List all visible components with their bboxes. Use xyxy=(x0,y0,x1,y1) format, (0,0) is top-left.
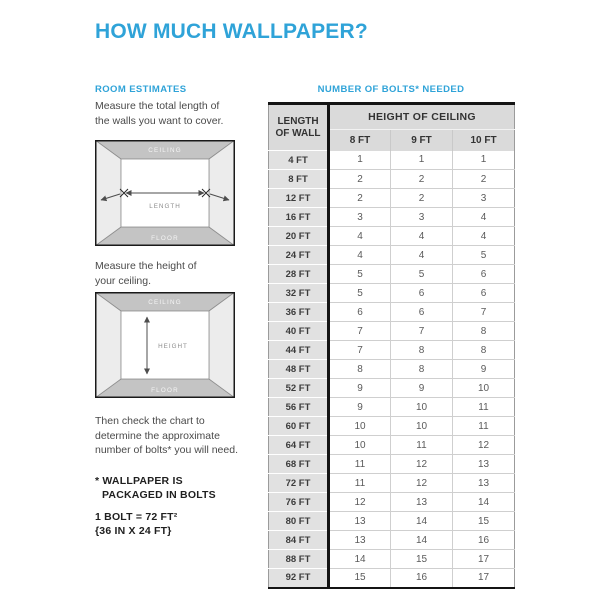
bolt-count-cell: 10 xyxy=(391,417,453,436)
wall-length-cell: 4 FT xyxy=(269,151,329,170)
table-row xyxy=(269,569,515,588)
bolt-count-cell: 12 xyxy=(453,436,515,455)
bolt-count-cell: 2 xyxy=(453,170,515,189)
bolt-count-cell: 13 xyxy=(391,493,453,512)
step-measure-length-line2: the walls you want to cover. xyxy=(95,114,224,127)
column-header-10ft: 10 FT xyxy=(453,130,515,151)
wall-length-cell: 44 FT xyxy=(269,341,329,360)
floor-label: FLOOR xyxy=(151,235,179,242)
column-header-9ft: 9 FT xyxy=(391,130,453,151)
bolt-count-cell: 14 xyxy=(329,550,391,569)
wall-length-cell: 8 FT xyxy=(269,170,329,189)
bolt-count-cell: 3 xyxy=(453,189,515,208)
bolt-count-cell: 6 xyxy=(391,284,453,303)
wall-length-header-line2: OF WALL xyxy=(275,127,321,139)
bolt-count-cell: 17 xyxy=(477,572,490,584)
table-row xyxy=(269,398,515,417)
bolt-count-cell: 2 xyxy=(329,170,391,189)
wall-length-cell: 48 FT xyxy=(269,360,329,379)
bolt-count-cell: 8 xyxy=(453,322,515,341)
packaging-footnote-line1: * WALLPAPER IS xyxy=(95,475,183,487)
bolt-count-cell: 16 xyxy=(453,531,515,550)
bolt-count-cell: 9 xyxy=(453,360,515,379)
bolt-count-cell: 3 xyxy=(391,208,453,227)
table-row xyxy=(269,189,515,208)
table-row xyxy=(269,493,515,512)
table-row xyxy=(269,170,515,189)
bolt-count-cell: 4 xyxy=(453,208,515,227)
wall-length-cell: 92 FT xyxy=(269,569,329,588)
packaging-footnote-line2: PACKAGED IN BOLTS xyxy=(102,489,216,501)
bolt-count-cell: 10 xyxy=(329,436,391,455)
bolt-count-cell: 9 xyxy=(391,379,453,398)
bolt-count-cell: 3 xyxy=(329,208,391,227)
bolt-count-cell: 1 xyxy=(453,151,515,170)
table-row xyxy=(269,474,515,493)
right-wall xyxy=(209,140,235,246)
bolt-count-cell: 1 xyxy=(329,151,391,170)
bolt-count-cell: 5 xyxy=(329,265,391,284)
bolt-count-cell: 16 xyxy=(391,569,453,588)
room-height-diagram xyxy=(95,292,235,398)
bolt-count-cell: 2 xyxy=(391,189,453,208)
bolt-count-cell: 6 xyxy=(453,284,515,303)
bolt-count-cell: 6 xyxy=(453,265,515,284)
bolt-count-cell: 4 xyxy=(391,246,453,265)
bolt-count-cell: 5 xyxy=(453,246,515,265)
bolts-table xyxy=(268,102,515,589)
bolt-count-cell: 4 xyxy=(391,227,453,246)
bolt-count-cell: 8 xyxy=(453,341,515,360)
bolt-count-cell: 9 xyxy=(329,379,391,398)
table-row xyxy=(269,151,515,170)
table-row xyxy=(269,227,515,246)
bolts-needed-heading: NUMBER OF BOLTS* NEEDED xyxy=(317,84,465,95)
right-wall xyxy=(209,292,235,398)
wall-length-cell: 72 FT xyxy=(269,474,329,493)
bolt-count-cell: 8 xyxy=(329,360,391,379)
step-measure-height-line2: your ceiling. xyxy=(95,274,152,287)
step-measure-height xyxy=(95,259,197,288)
wall-length-header-line1: LENGTH xyxy=(277,116,319,127)
bolts-needed-table xyxy=(268,102,515,589)
step-measure-height-line1: Measure the height of xyxy=(95,260,197,272)
bolt-count-cell: 10 xyxy=(329,417,391,436)
wall-length-cell: 88 FT xyxy=(269,550,329,569)
table-row xyxy=(269,284,515,303)
page-title: HOW MUCH WALLPAPER? xyxy=(95,20,368,43)
step-check-chart-line2: determine the approximate xyxy=(95,429,220,442)
ceiling-label: CEILING xyxy=(148,299,182,306)
table-row xyxy=(269,455,515,474)
bolt-size-note xyxy=(95,510,177,538)
bolt-count-cell: 2 xyxy=(329,189,391,208)
bolt-count-cell: 11 xyxy=(329,455,391,474)
step-check-chart-line1: Then check the chart to xyxy=(95,415,205,427)
bolt-count-cell: 11 xyxy=(453,417,515,436)
wall-length-cell: 84 FT xyxy=(269,531,329,550)
wall-length-header xyxy=(269,104,329,151)
table-row xyxy=(269,436,515,455)
bolt-count-cell: 12 xyxy=(329,493,391,512)
length-label: LENGTH xyxy=(149,203,181,210)
ceiling-height-header: HEIGHT OF CEILING xyxy=(329,104,515,130)
bolt-count-cell: 10 xyxy=(453,379,515,398)
column-header-8ft: 8 FT xyxy=(329,130,391,151)
bolt-count-cell: 7 xyxy=(329,322,391,341)
bolts-table-body xyxy=(269,151,515,588)
wall-length-cell: 12 FT xyxy=(269,189,329,208)
wall-length-cell: 40 FT xyxy=(269,322,329,341)
bolt-count-cell: 7 xyxy=(391,322,453,341)
bolt-count-cell: 6 xyxy=(391,303,453,322)
bolt-count-cell: 11 xyxy=(453,398,515,417)
table-row xyxy=(269,550,515,569)
bolt-count-cell: 17 xyxy=(453,550,515,569)
step-measure-length xyxy=(95,99,223,128)
bolt-count-cell: 10 xyxy=(391,398,453,417)
ceiling-label: CEILING xyxy=(148,147,182,154)
table-header-row-1 xyxy=(269,104,515,130)
bolt-count-cell: 13 xyxy=(329,531,391,550)
bolt-count-cell: 15 xyxy=(329,569,391,588)
left-wall xyxy=(95,292,121,398)
bolt-size-line1: 1 BOLT = 72 FT² xyxy=(95,511,178,523)
wall-length-cell: 24 FT xyxy=(269,246,329,265)
bolt-count-cell: 13 xyxy=(453,455,515,474)
bolt-count-cell: 14 xyxy=(391,512,453,531)
bolt-count-cell: 14 xyxy=(453,493,515,512)
packaging-footnote xyxy=(95,474,216,502)
wall-length-cell: 20 FT xyxy=(269,227,329,246)
step-check-chart xyxy=(95,414,238,458)
wall-length-cell: 56 FT xyxy=(269,398,329,417)
table-row xyxy=(269,341,515,360)
bolt-count-cell: 4 xyxy=(329,227,391,246)
bolt-count-cell: 12 xyxy=(391,474,453,493)
table-row xyxy=(269,208,515,227)
left-wall xyxy=(95,140,121,246)
wall-length-cell: 76 FT xyxy=(269,493,329,512)
bolt-count-cell: 11 xyxy=(329,474,391,493)
wall-length-cell: 16 FT xyxy=(269,208,329,227)
wall-length-cell: 36 FT xyxy=(269,303,329,322)
table-row xyxy=(269,379,515,398)
bolt-count-cell: 13 xyxy=(329,512,391,531)
bolt-count-cell: 5 xyxy=(391,265,453,284)
bolt-count-cell: 9 xyxy=(329,398,391,417)
floor-label: FLOOR xyxy=(151,387,179,394)
table-row xyxy=(269,531,515,550)
bolt-count-cell: 1 xyxy=(391,151,453,170)
wall-length-cell: 28 FT xyxy=(269,265,329,284)
wall-length-cell: 80 FT xyxy=(269,512,329,531)
table-row xyxy=(269,417,515,436)
bolt-count-cell: 15 xyxy=(391,550,453,569)
wall-length-cell: 64 FT xyxy=(269,436,329,455)
bolt-count-cell: 5 xyxy=(329,284,391,303)
bolt-count-cell: 8 xyxy=(391,341,453,360)
wall-length-cell: 60 FT xyxy=(269,417,329,436)
bolt-count-cell: 7 xyxy=(329,341,391,360)
wall-length-cell: 52 FT xyxy=(269,379,329,398)
wall-length-cell: 32 FT xyxy=(269,284,329,303)
bolt-count-cell: 4 xyxy=(329,246,391,265)
bolt-count-cell: 11 xyxy=(391,436,453,455)
table-row xyxy=(269,265,515,284)
bolt-count-cell: 12 xyxy=(391,455,453,474)
bolt-count-cell: 2 xyxy=(391,170,453,189)
table-row xyxy=(269,360,515,379)
table-row xyxy=(269,322,515,341)
table-row xyxy=(269,512,515,531)
bolt-count-cell: 4 xyxy=(453,227,515,246)
bolt-size-line2: {36 IN X 24 FT} xyxy=(95,525,172,537)
table-row xyxy=(269,246,515,265)
bolt-count-cell: 7 xyxy=(453,303,515,322)
step-check-chart-line3: number of bolts* you will need. xyxy=(95,444,238,456)
bolt-count-cell: 15 xyxy=(453,512,515,531)
step-measure-length-line1: Measure the total length of xyxy=(95,100,220,112)
bolt-count-cell: 14 xyxy=(391,531,453,550)
wall-length-cell: 68 FT xyxy=(269,455,329,474)
room-length-diagram xyxy=(95,140,235,246)
bolt-count-cell: 8 xyxy=(391,360,453,379)
table-row xyxy=(269,303,515,322)
room-estimates-heading: ROOM ESTIMATES xyxy=(95,84,187,95)
bolt-count-cell: 13 xyxy=(453,474,515,493)
bolt-count-cell: 6 xyxy=(329,303,391,322)
height-label: HEIGHT xyxy=(158,343,188,350)
